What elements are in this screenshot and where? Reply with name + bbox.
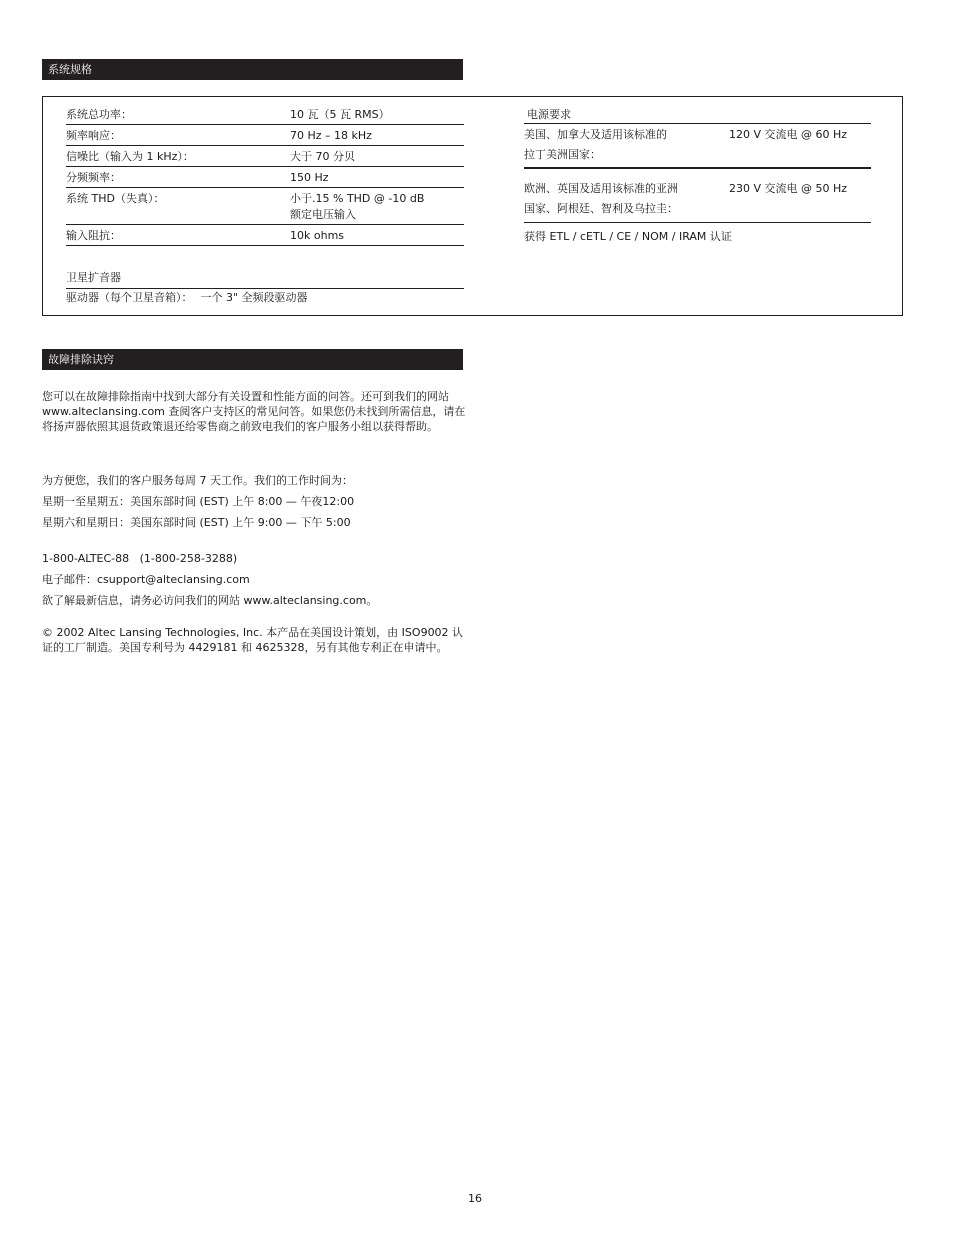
spec-value: 70 Hz – 18 kHz <box>290 129 372 142</box>
website-text: 欲了解最新信息，请务必访问我们的网站 www.alteclansing.com。 <box>42 594 378 607</box>
spec-value: 10k ohms <box>290 229 345 242</box>
power-label <box>524 125 729 165</box>
power-requirements <box>524 107 871 245</box>
satellite-label: 驱动器（每个卫星音箱）： <box>66 291 193 304</box>
spec-row-crossover <box>66 167 464 188</box>
power-label-line: 拉丁美洲国家： <box>524 148 601 161</box>
contact-info <box>42 548 466 611</box>
certification-text: 获得 ETL / cETL / CE / NOM / IRAM 认证 <box>524 230 732 243</box>
spec-row-snr <box>66 146 464 167</box>
hours-weekday: 星期一至星期五：美国东部时间 (EST) 上午 8:00 — 午夜12:00 <box>42 495 355 508</box>
power-label-line: 国家、阿根廷、智利及乌拉圭： <box>524 202 678 215</box>
power-title: 电源要求 <box>527 108 571 121</box>
power-label-line: 美国、加拿大及适用该标准的 <box>524 128 667 141</box>
spec-value: 10 瓦（5 瓦 RMS） <box>290 108 390 121</box>
power-label <box>524 179 729 219</box>
spec-value: 小于.15 % THD @ -10 dB 额定电压输入 <box>290 192 425 221</box>
satellite-title: 卫星扩音器 <box>66 271 121 284</box>
spec-row-power <box>66 107 464 125</box>
power-row-americas <box>524 124 871 167</box>
divider <box>66 288 464 289</box>
power-value: 120 V 交流电 @ 60 Hz <box>729 128 848 141</box>
spec-row-thd <box>66 188 464 225</box>
hours-intro: 为方便您，我们的客户服务每周 7 天工作。我们的工作时间为： <box>42 474 353 487</box>
satellite-row <box>66 290 308 306</box>
spec-value: 150 Hz <box>290 171 329 184</box>
spec-label: 输入阻抗： <box>66 229 121 242</box>
power-label-line: 欧洲、英国及适用该标准的亚洲 <box>524 182 678 195</box>
page-number: 16 <box>468 1192 482 1205</box>
satellite-value: 一个 3" 全频段驱动器 <box>200 291 308 304</box>
service-hours <box>42 470 466 533</box>
spec-label: 信噪比（输入为 1 kHz）： <box>66 150 194 163</box>
system-specs-header: 系统规格 <box>42 59 463 80</box>
spec-label: 频率响应： <box>66 129 121 142</box>
spec-value: 大于 70 分贝 <box>290 150 355 163</box>
hours-weekend: 星期六和星期日：美国东部时间 (EST) 上午 9:00 — 下午 5:00 <box>42 516 351 529</box>
troubleshooting-header: 故障排除诀窍 <box>42 349 463 370</box>
spec-label: 分频频率： <box>66 171 121 184</box>
spec-row-impedance <box>66 225 464 246</box>
copyright-text: © 2002 Altec Lansing Technologies, Inc. 本产品在美国设计策划，由 ISO9002 认证的工厂制造。美国专利号为 4429181 和 4625328，另有其他专利正在申请中。 <box>42 626 464 654</box>
divider <box>524 222 871 223</box>
specs-box <box>42 96 903 316</box>
spec-row-frequency <box>66 125 464 146</box>
power-row-europe <box>524 169 871 222</box>
phone-number: 1-800-ALTEC-88 (1-800-258-3288) <box>42 552 238 565</box>
specs-table <box>66 107 464 246</box>
spec-label: 系统总功率： <box>66 108 132 121</box>
troubleshooting-intro: 您可以在故障排除指南中找到大部分有关设置和性能方面的问答。还可到我们的网站 www.alteclansing.com 查阅客户支持区的常见问答。如果您仍未找到所需信息，请在将扬声器依照其退货政策退还给零售商之前致电我们的客户服务小组以获得帮助。 <box>42 390 466 433</box>
email-address: 电子邮件：csupport@alteclansing.com <box>42 573 250 586</box>
power-value: 230 V 交流电 @ 50 Hz <box>729 182 848 195</box>
spec-label: 系统 THD（失真）： <box>66 192 165 205</box>
